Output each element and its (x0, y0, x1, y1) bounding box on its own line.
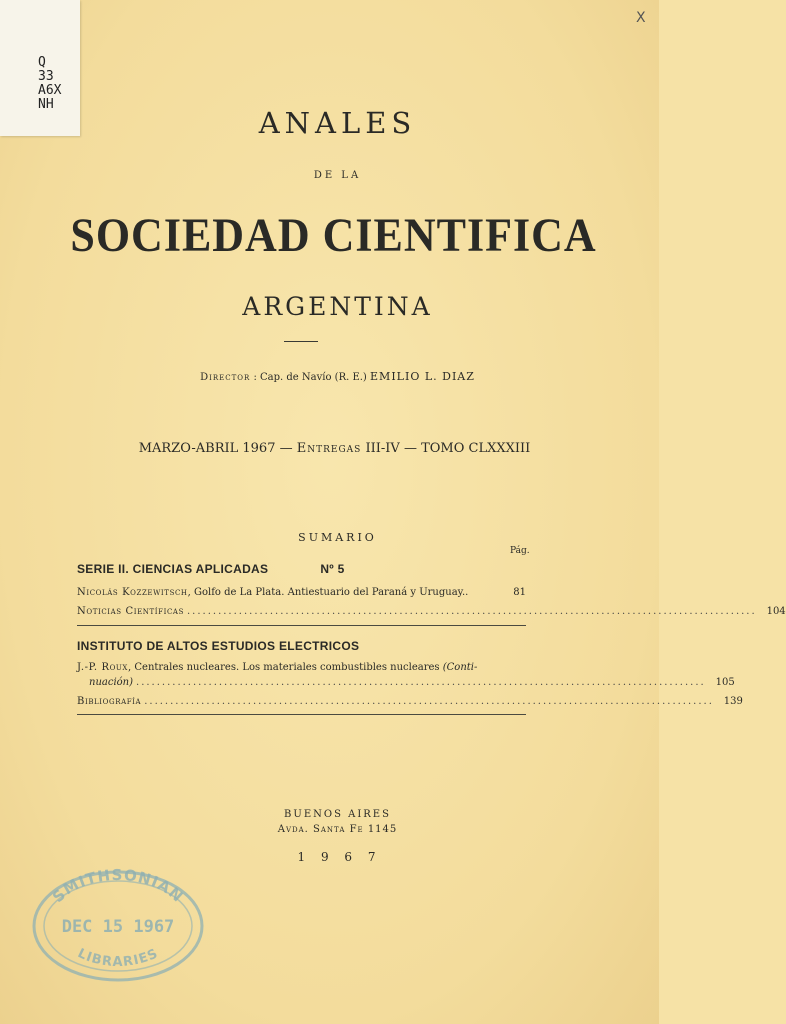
toc-entry (77, 696, 743, 707)
toc-title: , Centrales nucleares. Los materiales combustibles nucleares (128, 662, 440, 673)
toc-page: 139 (723, 696, 743, 707)
toc-author: Noticias Científicas (77, 606, 184, 617)
section-heading (77, 562, 345, 576)
section-title: INSTITUTO DE ALTOS ESTUDIOS ELECTRICOS (77, 639, 360, 653)
toc-entry (77, 587, 526, 598)
stamp-bottom-text: LIBRARIES (75, 946, 161, 970)
imprint-street: Avda. Santa Fe (277, 824, 364, 835)
toc-entry (77, 606, 786, 617)
toc-entry (77, 662, 526, 673)
toc-author: Bibliografía (77, 696, 142, 707)
title-de-la: DE LA (313, 170, 362, 181)
toc-author: J.-P. Roux (77, 662, 129, 673)
director-label: Director (200, 372, 251, 383)
issue-line (0, 441, 659, 456)
toc-author: Nicolás Kozzewitsch (77, 587, 188, 598)
page-column-label: Pág. (510, 546, 530, 556)
imprint-street-number: 1145 (367, 824, 398, 835)
shelf-label-line: NH (38, 97, 54, 112)
toc-page: 105 (715, 677, 735, 688)
toc-page: 104 (766, 606, 786, 617)
title-sociedad-cientifica: SOCIEDAD CIENTIFICA (70, 209, 597, 262)
sumario-heading: SUMARIO (298, 531, 377, 544)
issue-volume: III-IV — TOMO CLXXXIII (365, 441, 531, 456)
toc-entry-continuation (77, 677, 735, 688)
issue-date: MARZO-ABRIL 1967 — (138, 441, 293, 456)
shelf-label-line: Q (38, 55, 46, 70)
toc-leader-dots: .............................................................................................................. (187, 606, 757, 617)
section-number: Nº 5 (320, 562, 345, 576)
title-divider (284, 341, 318, 342)
title-anales: ANALES (258, 106, 417, 140)
section-divider (77, 714, 526, 715)
imprint-year: 1 9 6 7 (297, 850, 382, 864)
toc-title: , Golfo de La Plata. Antiestuario del Paraná y Uruguay.. (187, 587, 469, 598)
toc-title-italic: (Conti- (442, 662, 478, 673)
issue-entregas-label: Entregas (296, 441, 362, 456)
section-title: SERIE II. CIENCIAS APLICADAS (77, 562, 269, 576)
director-line (0, 370, 659, 383)
section-divider (77, 625, 526, 626)
shelf-label-line: A6X (38, 83, 62, 98)
title-argentina: ARGENTINA (242, 292, 433, 321)
director-rank: : Cap. de Navío (R. E.) (253, 372, 367, 383)
shelf-label-line: 33 (38, 69, 54, 84)
corner-pencil-mark: X (636, 10, 646, 26)
library-stamp (28, 864, 208, 984)
toc-page: 81 (513, 587, 526, 598)
director-name: EMILIO L. DIAZ (370, 370, 475, 383)
section-heading (77, 639, 359, 653)
imprint-city: BUENOS AIRES (284, 809, 391, 820)
stamp-top-text: SMITHSONIAN (48, 865, 188, 907)
toc-leader-dots: .............................................................................................................. (144, 696, 714, 707)
imprint-address (0, 824, 659, 835)
toc-leader-dots: .............................................................................................................. (136, 677, 706, 688)
toc-title-continuation: nuación) (89, 677, 134, 688)
stamp-date: DEC 15 1967 (61, 917, 175, 937)
